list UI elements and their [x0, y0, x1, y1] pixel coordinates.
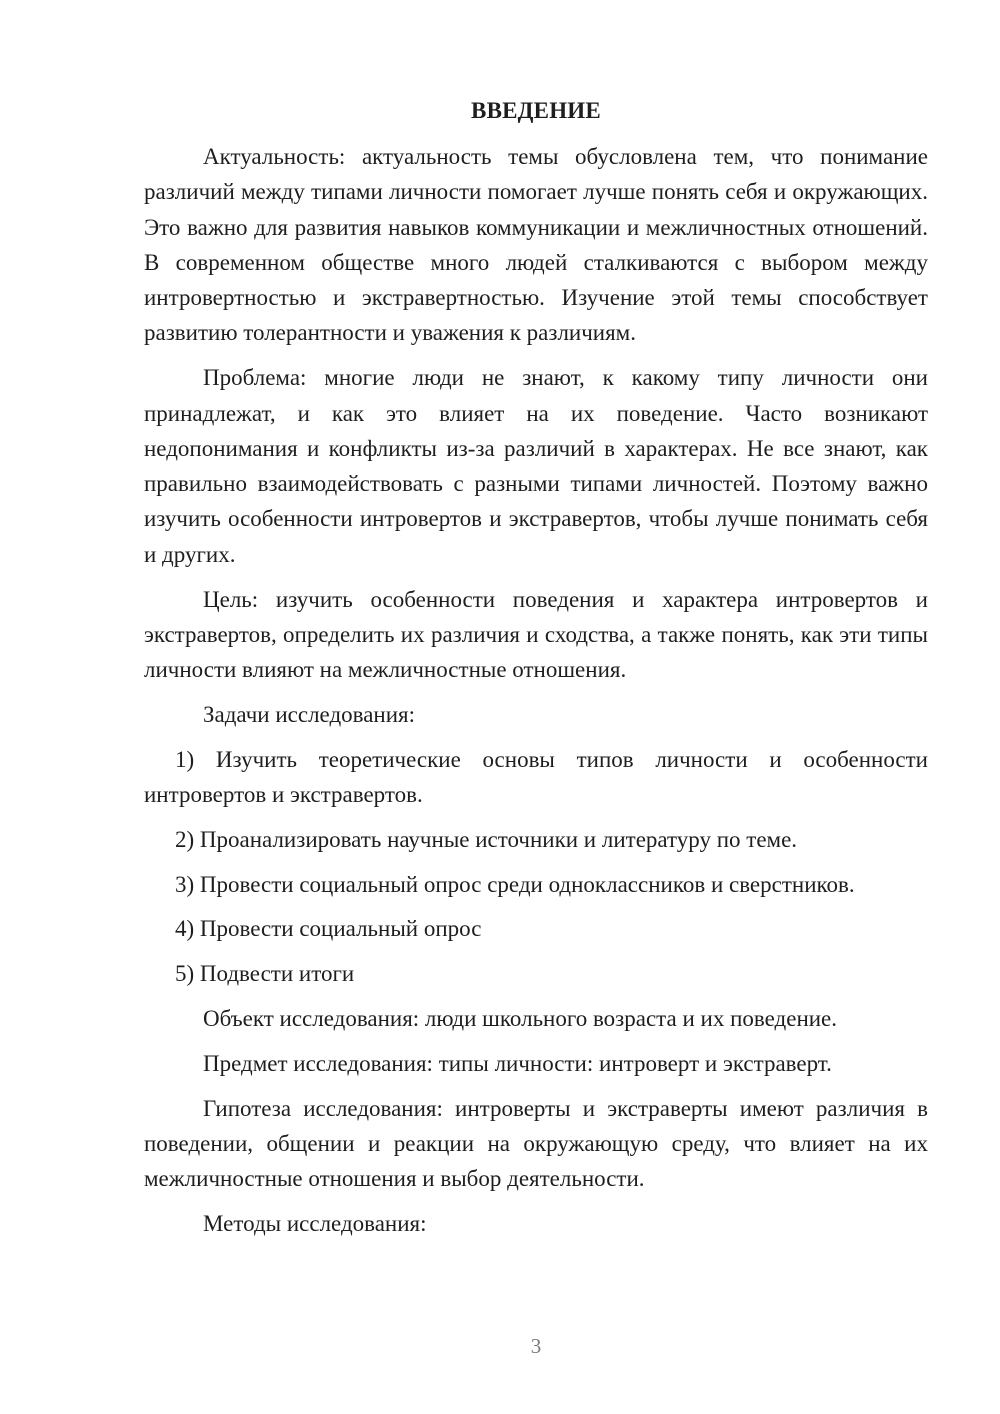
- goal-paragraph: Цель: изучить особенности поведения и характера интровертов и экстравертов, определить их различия и сходства, а также понять, как эти типы личности влияют на межличностные отношения.: [144, 586, 928, 683]
- methods-heading: Методы исследования:: [203, 1211, 427, 1237]
- object-paragraph: Объект исследования: люди школьного возраста и их поведение.: [203, 1006, 838, 1032]
- relevance-paragraph: Актуальность: актуальность темы обусловлена тем, что понимание различий между типами личности помогает лучше понять себя и окружающих. Это важно для развития навыков коммуникации и межличностных отношений. В современном обществе много людей сталкиваются с выбором между интровертностью и экстравертностью. Изучение этой темы способствует развитию толерантности и уважения к различиям.: [144, 144, 928, 346]
- page-content: [144, 95, 928, 1241]
- task-item: 4) Провести социальный опрос: [175, 916, 482, 942]
- subject-paragraph: Предмет исследования: типы личности: интроверт и экстраверт.: [203, 1050, 832, 1076]
- problem-paragraph: Проблема: многие люди не знают, к какому типу личности они принадлежат, и как это влияет на их поведение. Часто возникают недопонимания и конфликты из-за различий в характерах. Не все знают, как правильно взаимодействовать с разными типами личностей. Поэтому важно изучить особенности интровертов и экстравертов, чтобы лучше понимать себя и других.: [144, 365, 928, 567]
- tasks-heading: Задачи исследования:: [203, 701, 416, 727]
- task-item: 5) Подвести итоги: [175, 961, 355, 987]
- hypothesis-paragraph: Гипотеза исследования: интроверты и экстраверты имеют различия в поведении, общении и реакции на окружающую среду, что влияет на их межличностные отношения и выбор деятельности.: [144, 1095, 928, 1192]
- section-title: ВВЕДЕНИЕ: [471, 98, 601, 123]
- task-item: 3) Провести социальный опрос среди одноклассников и сверстников.: [175, 871, 855, 897]
- task-item: 1) Изучить теоретические основы типов личности и особенности интровертов и экстравертов.: [144, 746, 928, 808]
- task-item: 2) Проанализировать научные источники и литературу по теме.: [175, 826, 798, 852]
- page-number: 3: [530, 1334, 542, 1358]
